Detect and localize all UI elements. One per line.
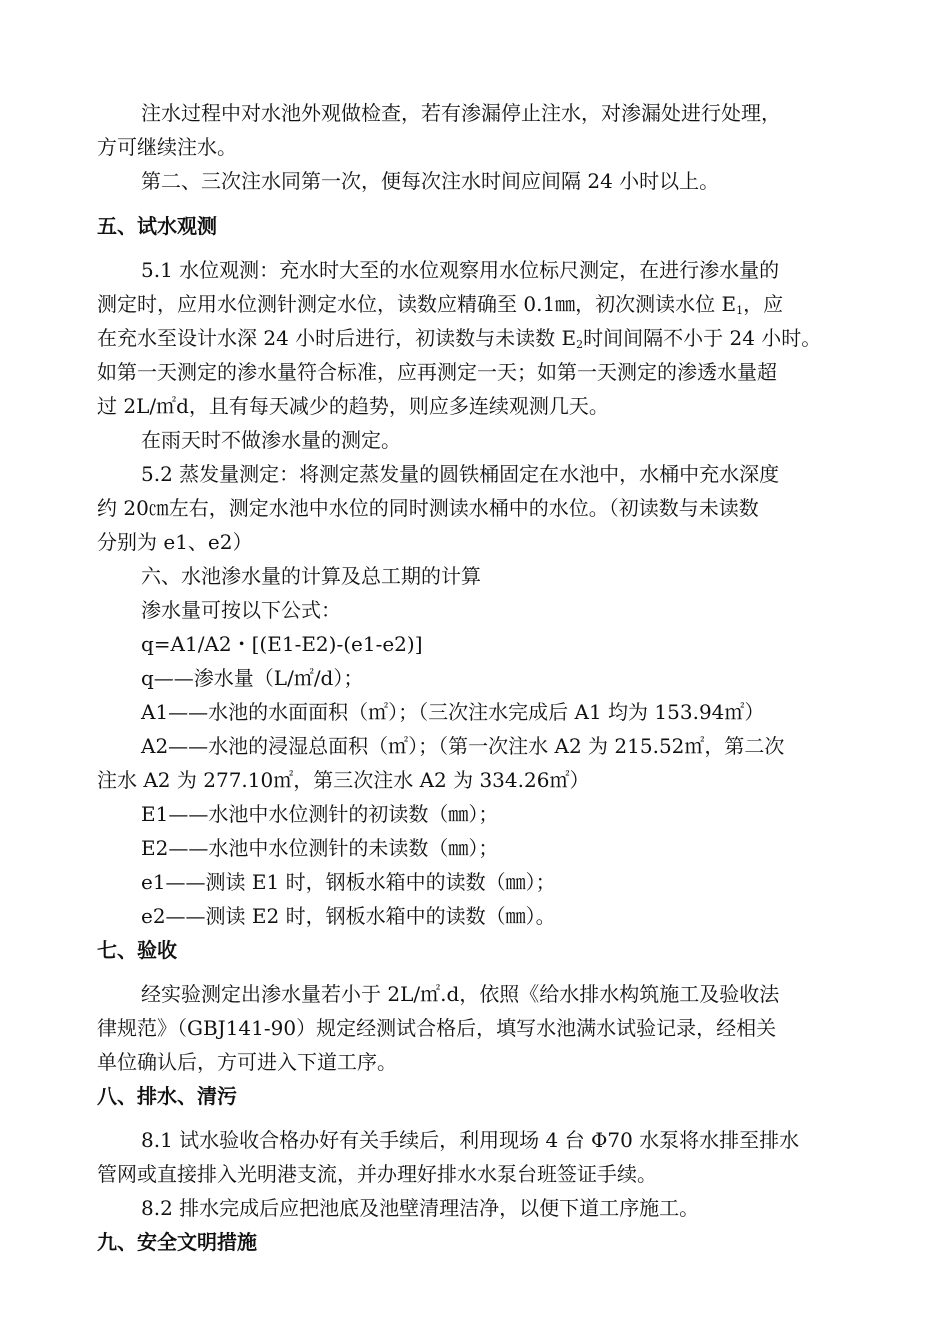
document-page: 注水过程中对水池外观做检查，若有渗漏停止注水，对渗漏处进行处理， 方可继续注水。 第二、三次注水同第一次，便每次注水时间应间隔 24 小时以上。 五、试水观测 5.1 水位观测：充水时大至的水位观察用水位标尺测定，在进行渗水量的 测定时，应用水位测针测定水位，读数应精确至 0.1㎜，初次测读水位 $E_1$，应 在充水至设计水深 24 小时后进行，初读数与未读数 $E_2$时间间隔不小于 24 小时。 如第一天测定的渗水量符合标准，应再测定一天；如第一天测定的渗透水量超 过 2L/㎡d，且有每天减少的趋势，则应多连续观测几天。 在雨天时不做渗水量的测定。 5.2 蒸发量测定：将测定蒸发量的圆铁桶固定在水池中，水桶中充水深度 约 20㎝左右，测定水池中水位的同时测读水桶中的水位。（初读数与未读数 分别为 e1、e2） 六、水池渗水量的计算及总工期的计算 渗水量可按以下公式： q=A1/A2・[(E1-E2)-(e1-e2)] q——渗水量（L/㎡/d）； A1——水池的水面面积（㎡）；（三次注水完成后 A1 均为 153.94㎡） A2——水池的浸湿总面积（㎡）；（第一次注水 A2 为 215.52㎡，第二次 注水 A2 为 277.10㎡，第三次注水 A2 为 334.26㎡） E1——水池中水位测针的初读数（㎜）； E2——水池中水位测针的未读数（㎜）； e1——测读 E1 时，钢板水箱中的读数（㎜）； e2——测读 E2 时，钢板水箱中的读数（㎜）。 七、验收 经实验测定出渗水量若小于 2L/㎡.d，依照《给水排水构筑施工及验收法 律规范》（GBJ141-90）规定经测试合格后，填写水池满水试验记录，经相关 单位确认后，方可进入下道工序。 八、排水、清污 8.1 试水验收合格办好有关手续后，利用现场 4 台 Φ70 水泵将水排至排水 管网或直接排入光明港支流，并办理好排水水泵台班签证手续。 8.2 排水完成后应把池底及池壁清理洁净，以便下道工序施工。 九、安全文明措施: [97, 101, 822, 1254]
